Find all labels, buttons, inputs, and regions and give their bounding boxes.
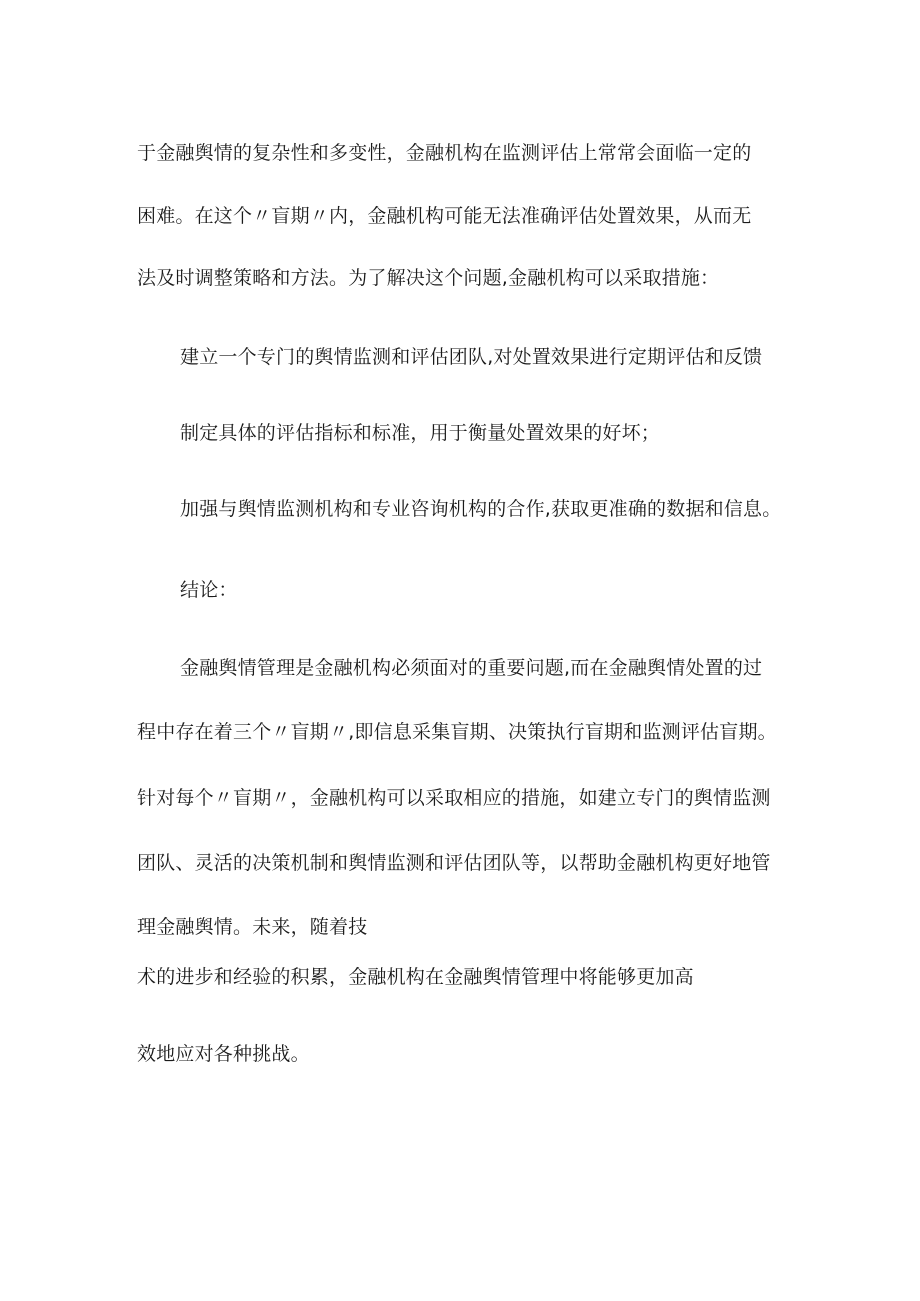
conclusion-line-6: 术的进步和经验的积累，金融机构在金融舆情管理中将能够更加高 — [137, 966, 694, 988]
conclusion-line-5: 理金融舆情。未来，随着技 — [137, 916, 368, 938]
measure-item-2: 制定具体的评估指标和标准，用于衡量处置效果的好坏； — [180, 422, 661, 444]
conclusion-line-4: 团队、灵活的决策机制和舆情监测和评估团队等，以帮助金融机构更好地管 — [137, 852, 771, 874]
conclusion-heading: 结论： — [180, 579, 238, 601]
intro-line-3: 法及时调整策略和方法。为了解决这个问题,金融机构可以采取措施： — [137, 267, 720, 289]
intro-line-2: 困难。在这个〃盲期〃内，金融机构可能无法准确评估处置效果，从而无 — [137, 205, 752, 227]
conclusion-line-1: 金融舆情管理是金融机构必须面对的重要问题,而在金融舆情处置的过 — [180, 657, 763, 679]
measure-item-3: 加强与舆情监测机构和专业咨询机构的合作,获取更准确的数据和信息。 — [180, 498, 782, 520]
conclusion-line-3: 针对每个〃盲期〃，金融机构可以采取相应的措施，如建立专门的舆情监测 — [137, 787, 771, 809]
measure-item-1: 建立一个专门的舆情监测和评估团队,对处置效果进行定期评估和反馈 — [180, 346, 763, 368]
conclusion-line-2: 程中存在着三个〃盲期〃,即信息采集盲期、决策执行盲期和监测评估盲期。 — [137, 721, 777, 743]
intro-line-1: 于金融舆情的复杂性和多变性，金融机构在监测评估上常常会面临一定的 — [137, 142, 752, 164]
conclusion-line-7: 效地应对各种挑战。 — [137, 1043, 310, 1065]
